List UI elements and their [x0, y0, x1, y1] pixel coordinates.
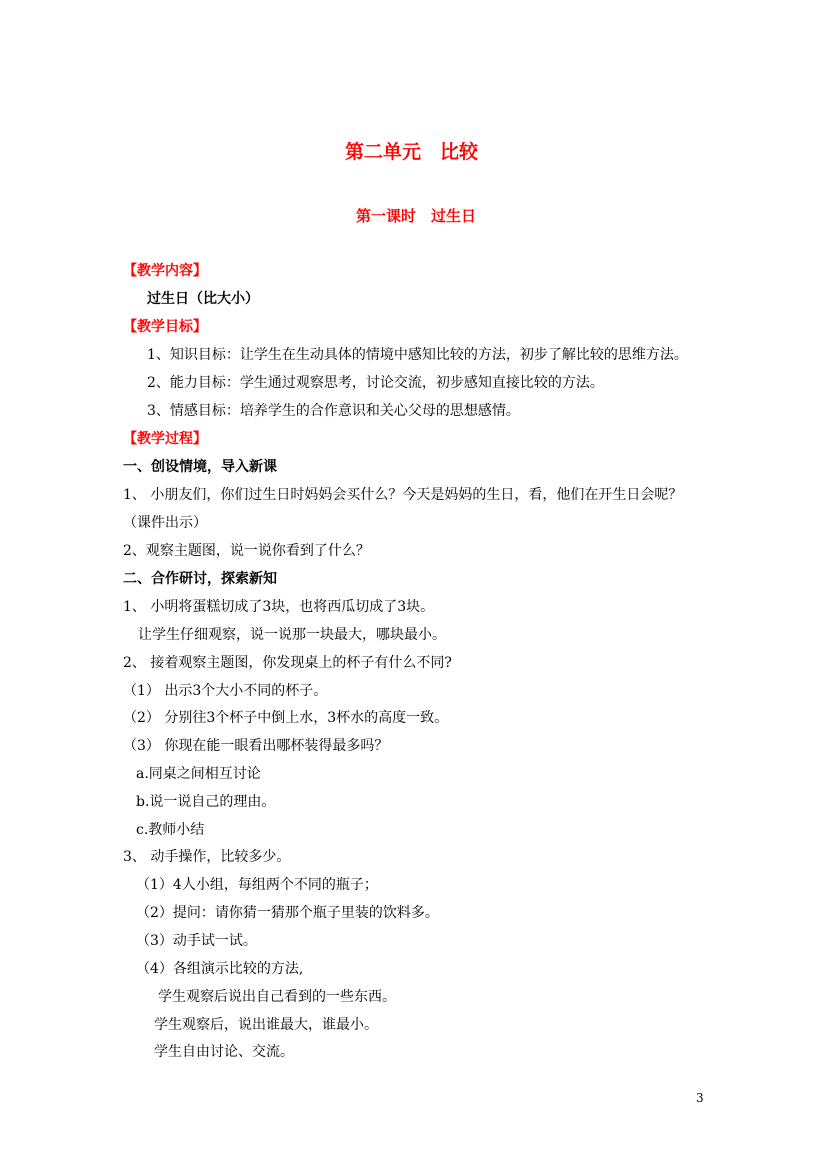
part1-heading: 一、创设情境，导入新课: [123, 459, 277, 475]
process-line: c.教师小结: [136, 822, 205, 838]
section-content-label: 【教学内容】: [123, 263, 207, 279]
process-line: a.同桌之间相互讨论: [136, 766, 261, 782]
page-number: 3: [696, 1091, 704, 1105]
section-process-label: 【教学过程】: [123, 431, 207, 447]
process-line: 1、 小朋友们，你们过生日时妈妈会买什么？今天是妈妈的生日，看，他们在开生日会呢？: [123, 487, 683, 503]
lesson-title: 第一课时 过生日: [356, 207, 477, 225]
unit-title: 第二单元 比较: [345, 141, 479, 163]
process-line: 学生自由讨论、交流。: [154, 1044, 294, 1060]
process-line: b.说一说自己的理由。: [136, 794, 276, 810]
process-line: （3） 你现在能一眼看出哪杯装得最多吗？: [123, 738, 389, 754]
content-text: 过生日（比大小）: [147, 291, 259, 307]
goal-item: 1、知识目标：让学生在生动具体的情境中感知比较的方法，初步了解比较的思维方法。: [147, 347, 688, 363]
process-line: 2、观察主题图，说一说你看到了什么？: [123, 543, 370, 559]
process-line: 让学生仔细观察，说一说那一块最大，哪块最小。: [138, 627, 446, 643]
part2-heading: 二、合作研讨，探索新知: [123, 571, 277, 587]
process-line: （2）提问：请你猜一猜那个瓶子里装的饮料多。: [136, 905, 439, 921]
process-line: 学生观察后说出自己看到的一些东西。: [158, 989, 396, 1005]
process-line: （4）各组演示比较的方法,: [136, 961, 304, 977]
process-line: （1） 出示3个大小不同的杯子。: [123, 683, 328, 699]
goal-item: 3、情感目标：培养学生的合作意识和关心父母的思想感情。: [147, 403, 520, 419]
process-line: 3、 动手操作，比较多少。: [123, 849, 291, 865]
goal-item: 2、能力目标：学生通过观察思考，讨论交流，初步感知直接比较的方法。: [147, 375, 604, 391]
process-line: （1）4人小组，每组两个不同的瓶子；: [136, 877, 378, 893]
process-line: （2） 分别往3个杯子中倒上水，3杯水的高度一致。: [123, 710, 449, 726]
section-goals-label: 【教学目标】: [123, 319, 207, 335]
process-line: 学生观察后，说出谁最大，谁最小。: [154, 1017, 378, 1033]
process-line: （3）动手试一试。: [136, 933, 257, 949]
process-line: 1、 小明将蛋糕切成了3块，也将西瓜切成了3块。: [123, 599, 435, 615]
process-line: 2、 接着观察主题图，你发现桌上的杯子有什么不同?: [123, 655, 452, 671]
process-line: （课件出示）: [123, 515, 207, 531]
